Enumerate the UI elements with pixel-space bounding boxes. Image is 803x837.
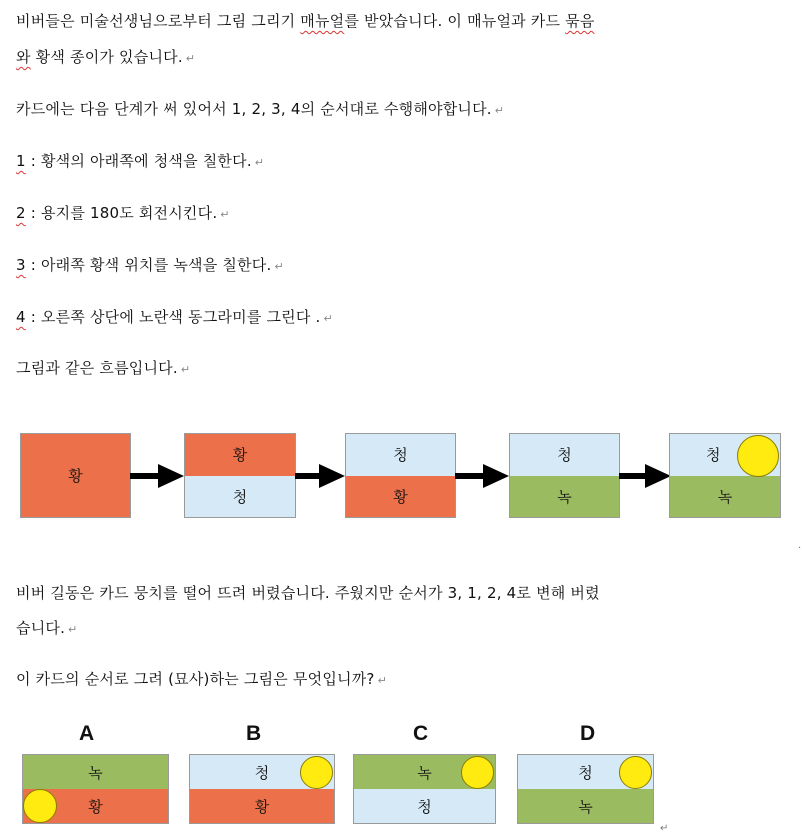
paragraph-mark-icon: ↵ xyxy=(494,104,505,117)
step-number: 1 xyxy=(16,152,26,170)
paragraph-mark-icon: ↵ xyxy=(377,674,387,687)
intro-line-1-pre: 비버들은 미술선생님으로부터 그림 그리기 xyxy=(16,12,301,30)
instruction-text-content: 카드에는 다음 단계가 써 있어서 1, 2, 3, 4의 순서대로 수행해야합니다. xyxy=(16,100,492,118)
option-c-card[interactable] xyxy=(353,754,496,824)
flow-card-3-bottom: 황 xyxy=(346,476,455,518)
flow-card-2-top: 황 xyxy=(185,434,295,476)
option-b-letter: B xyxy=(246,722,262,745)
paragraph-mark-icon: ↵ xyxy=(220,208,230,221)
flow-card-4 xyxy=(509,433,620,518)
step-2 xyxy=(16,202,230,223)
arrow-right-icon xyxy=(455,462,511,490)
flow-card-2 xyxy=(184,433,296,518)
yellow-circle xyxy=(23,789,57,823)
instruction-text xyxy=(16,98,504,119)
flow-card-5-top: 청 xyxy=(670,434,780,476)
intro-word-bundle: 묶음 xyxy=(565,12,595,30)
intro-line-1 xyxy=(16,10,595,31)
flow-card-1 xyxy=(20,433,131,518)
question-text: 이 카드의 순서로 그려 (묘사)하는 그림은 무엇입니까? xyxy=(16,670,375,688)
option-b-top: 청 xyxy=(190,755,334,789)
option-d-bottom: 녹 xyxy=(518,789,653,823)
intro-line-2 xyxy=(16,46,195,67)
flow-card-5-bottom: 녹 xyxy=(670,476,780,518)
story-line-2 xyxy=(16,617,77,638)
yellow-circle xyxy=(461,756,494,789)
flow-card-3 xyxy=(345,433,456,518)
story-line-1-text: 비버 길동은 카드 뭉치를 떨어 뜨려 버렸습니다. 주웠지만 순서가 3, 1, 2, 4로 변해 버렸 xyxy=(16,584,600,602)
arrow-right-icon xyxy=(130,462,186,490)
paragraph-mark-icon: ↵ xyxy=(68,623,78,636)
story-line-1 xyxy=(16,582,600,603)
story-line-2-text: 습니다. xyxy=(16,619,66,637)
step-3 xyxy=(16,254,284,275)
yellow-circle xyxy=(300,756,333,789)
step-text: : 오른쪽 상단에 노란색 동그라미를 그린다 . xyxy=(25,308,321,326)
paragraph-mark-icon: ↵ xyxy=(660,823,669,834)
option-d-card[interactable] xyxy=(517,754,654,824)
flow-card-5 xyxy=(669,433,781,518)
step-text: : 황색의 아래쪽에 청색을 칠한다. xyxy=(25,152,252,170)
option-a-card[interactable] xyxy=(22,754,169,824)
arrow-right-icon xyxy=(295,462,347,490)
step-text: : 용지를 180도 회전시킨다. xyxy=(25,204,218,222)
paragraph-mark-icon: ↵ xyxy=(254,156,265,169)
arrow-right-icon xyxy=(619,462,673,490)
step-4 xyxy=(16,306,333,327)
step-text: : 아래쪽 황색 위치를 녹색을 칠한다. xyxy=(25,256,272,274)
option-b-card[interactable] xyxy=(189,754,335,824)
flow-card-2-bottom: 청 xyxy=(185,476,295,518)
option-c-letter: C xyxy=(413,722,429,745)
question xyxy=(16,668,387,689)
option-b-bottom: 황 xyxy=(190,789,334,823)
intro-word-wa: 와 xyxy=(16,48,31,66)
option-c-bottom: 청 xyxy=(354,789,495,823)
flow-caption-text: 그림과 같은 흐름입니다. xyxy=(16,359,178,377)
flow-card-3-top: 청 xyxy=(346,434,455,476)
option-a-top: 녹 xyxy=(23,755,168,789)
paragraph-mark-icon: ↵ xyxy=(274,260,284,273)
step-number: 4 xyxy=(16,308,26,326)
intro-line-1-mid: 를 받았습니다. 이 매뉴얼과 카드 xyxy=(344,12,566,30)
option-c-top: 녹 xyxy=(354,755,495,789)
step-number: 3 xyxy=(16,256,26,274)
option-a-bottom: 황 xyxy=(23,789,168,823)
flow-card-1-orange: 황 xyxy=(21,434,130,517)
paragraph-mark-icon: ↵ xyxy=(185,52,196,65)
intro-line-2-rest: 황색 종이가 있습니다. xyxy=(30,48,183,66)
stray-mark-icon: · xyxy=(798,543,802,554)
yellow-circle xyxy=(737,435,779,477)
intro-word-manual: 매뉴얼 xyxy=(300,12,345,30)
flow-card-4-top: 청 xyxy=(510,434,619,476)
step-1 xyxy=(16,150,264,171)
yellow-circle xyxy=(619,756,652,789)
option-d-letter: D xyxy=(580,722,596,745)
flow-card-4-bottom: 녹 xyxy=(510,476,619,518)
paragraph-mark-icon: ↵ xyxy=(323,312,333,325)
option-d-top: 청 xyxy=(518,755,653,789)
option-a-letter: A xyxy=(79,722,95,745)
flow-caption xyxy=(16,357,190,378)
step-number: 2 xyxy=(16,204,26,222)
paragraph-mark-icon: ↵ xyxy=(180,363,191,376)
